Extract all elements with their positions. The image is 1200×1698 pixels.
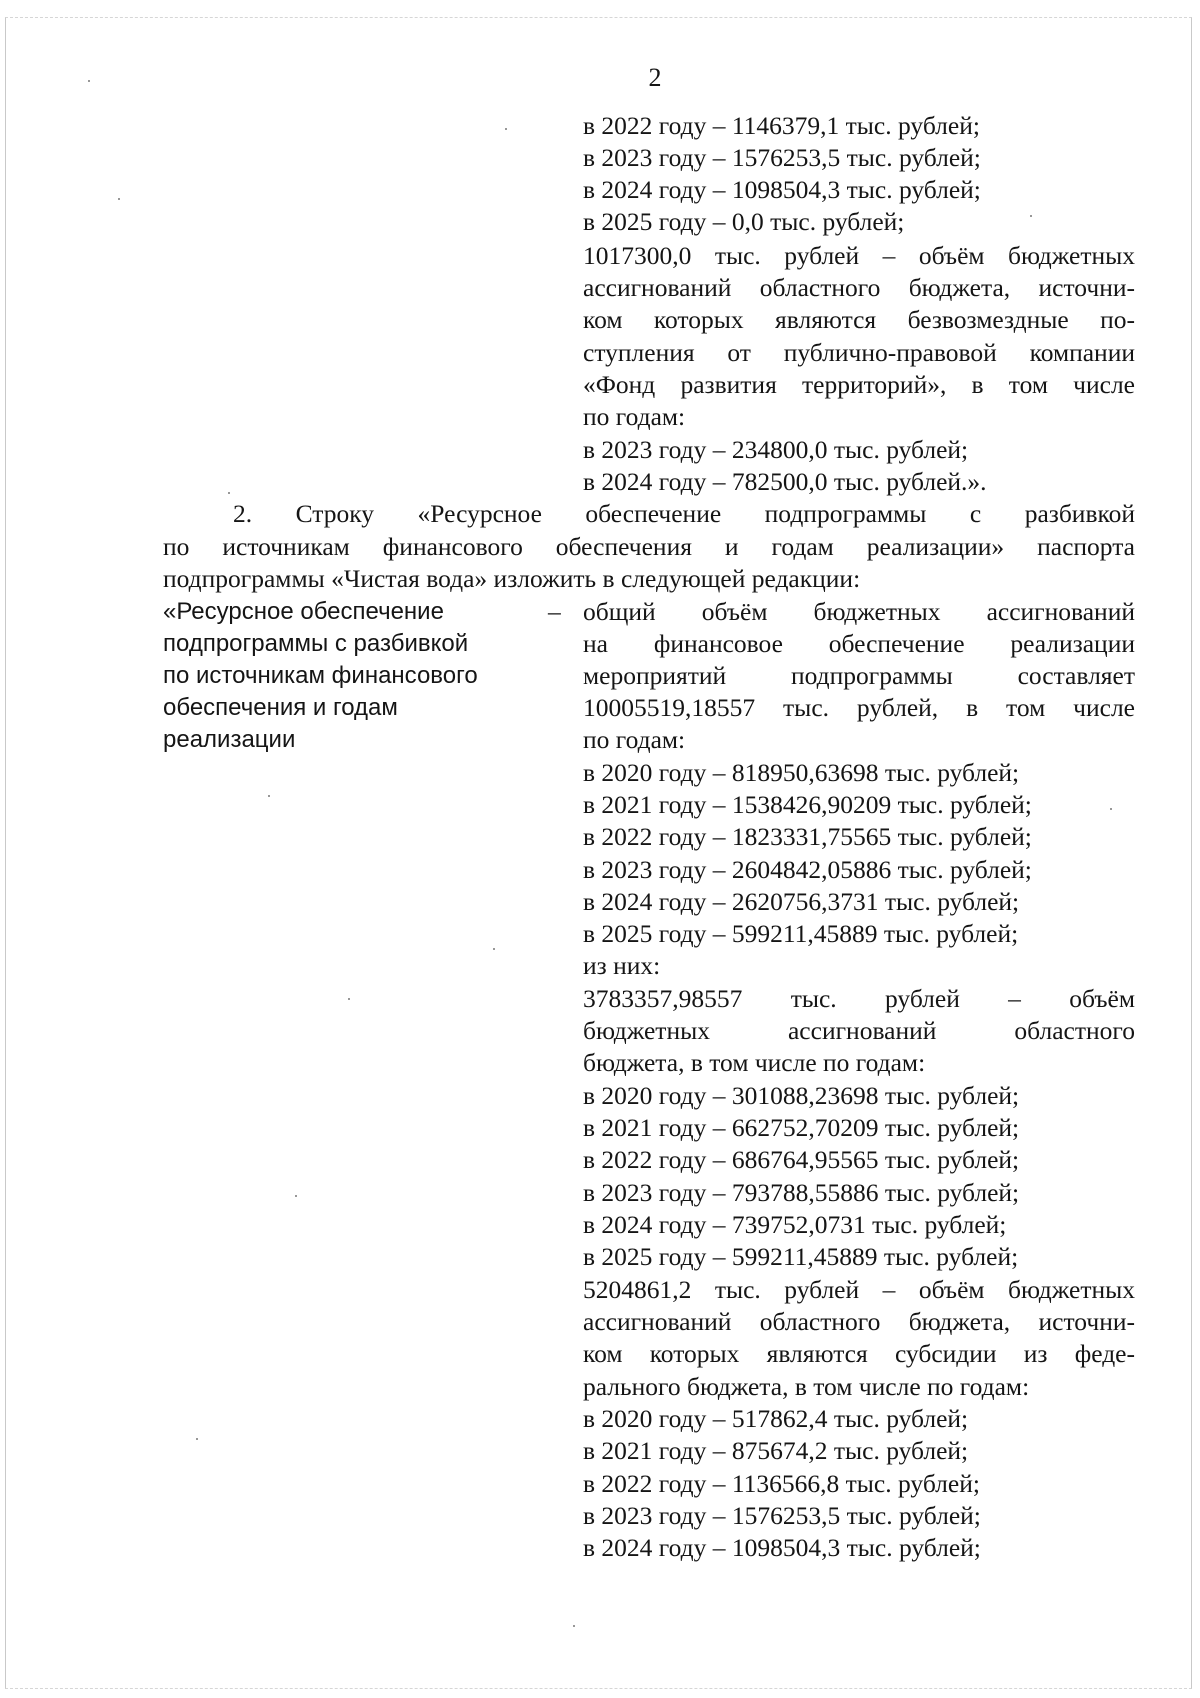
funding-line: ассигнований областного бюджета, источни- <box>583 273 1135 302</box>
row-content-line: в 2022 году – 686764,95565 тыс. рублей; <box>583 1145 1020 1174</box>
row-label-line: «Ресурсное обеспечение <box>163 598 444 625</box>
row-content-line: ассигнований областного бюджета, источни- <box>583 1307 1135 1336</box>
row-content-line: в 2023 году – 1576253,5 тыс. рублей; <box>583 1501 981 1530</box>
row-label-line: по источникам финансового <box>163 662 478 689</box>
funding-line: в 2024 году – 782500,0 тыс. рублей.». <box>583 467 987 496</box>
funding-line: по годам: <box>583 402 686 431</box>
row-content-line: в 2020 году – 517862,4 тыс. рублей; <box>583 1404 969 1433</box>
row-content-line: бюджетных ассигнований областного <box>583 1016 1135 1045</box>
row-content-line: в 2025 году – 599211,45889 тыс. рублей; <box>583 1242 1019 1271</box>
row-content-line: 5204861,2 тыс. рублей – объём бюджетных <box>583 1275 1135 1304</box>
row-content-line: на финансовое обеспечение реализации <box>583 629 1135 658</box>
row-content-line: рального бюджета, в том числе по годам: <box>583 1372 1030 1401</box>
row-content-line: в 2023 году – 2604842,05886 тыс. рублей; <box>583 855 1032 884</box>
row-content-line: бюджета, в том числе по годам: <box>583 1048 926 1077</box>
row-content-line: в 2024 году – 1098504,3 тыс. рублей; <box>583 1533 981 1562</box>
funding-line: в 2025 году – 0,0 тыс. рублей; <box>583 207 905 236</box>
row-content-line: в 2020 году – 301088,23698 тыс. рублей; <box>583 1081 1020 1110</box>
paragraph-line: 2. Строку «Ресурсное обеспечение подпрограммы с разбивкой <box>233 499 1135 528</box>
scan-speck <box>196 1438 198 1440</box>
row-content-line: ком которых являются субсидии из феде- <box>583 1339 1135 1368</box>
scan-speck <box>118 198 120 200</box>
row-content-line: 10005519,18557 тыс. рублей, в том числе <box>583 693 1135 722</box>
scan-speck <box>268 795 270 797</box>
funding-line: ступления от публично-правовой компании <box>583 338 1135 367</box>
row-label-line: подпрограммы с разбивкой <box>163 630 469 657</box>
funding-line: ком которых являются безвозмездные по- <box>583 305 1135 334</box>
row-content-line: в 2022 году – 1136566,8 тыс. рублей; <box>583 1469 980 1498</box>
row-content-line: 3783357,98557 тыс. рублей – объём <box>583 984 1135 1013</box>
scan-speck <box>505 128 507 130</box>
row-content-line: общий объём бюджетных ассигнований <box>583 597 1135 626</box>
row-content-line: в 2021 году – 662752,70209 тыс. рублей; <box>583 1113 1020 1142</box>
row-content-line: в 2021 году – 875674,2 тыс. рублей; <box>583 1436 969 1465</box>
funding-line: в 2023 году – 1576253,5 тыс. рублей; <box>583 143 981 172</box>
row-content-line: из них: <box>583 951 661 980</box>
funding-line: «Фонд развития территорий», в том числе <box>583 370 1135 399</box>
row-content-line: в 2024 году – 2620756,3731 тыс. рублей; <box>583 887 1020 916</box>
row-dash: – <box>548 597 561 626</box>
funding-line: в 2022 году – 1146379,1 тыс. рублей; <box>583 111 980 140</box>
paragraph-line: по источникам финансового обеспечения и годам реализации» паспорта <box>163 532 1135 561</box>
paragraph-line: подпрограммы «Чистая вода» изложить в следующей редакции: <box>163 564 861 593</box>
funding-line: в 2023 году – 234800,0 тыс. рублей; <box>583 435 969 464</box>
scan-speck <box>228 492 230 494</box>
scan-speck <box>348 998 350 1000</box>
row-content-line: в 2021 году – 1538426,90209 тыс. рублей; <box>583 790 1032 819</box>
scan-speck <box>573 1625 575 1627</box>
row-content-line: в 2022 году – 1823331,75565 тыс. рублей; <box>583 822 1032 851</box>
row-content-line: по годам: <box>583 725 686 754</box>
row-label-line: реализации <box>163 726 296 753</box>
scan-speck <box>88 80 90 82</box>
row-content-line: в 2020 году – 818950,63698 тыс. рублей; <box>583 758 1020 787</box>
page-number: 2 <box>648 63 662 92</box>
row-content-line: в 2024 году – 739752,0731 тыс. рублей; <box>583 1210 1007 1239</box>
funding-line: 1017300,0 тыс. рублей – объём бюджетных <box>583 241 1135 270</box>
scan-speck <box>493 948 495 950</box>
row-content-line: мероприятий подпрограммы составляет <box>583 661 1135 690</box>
row-label-line: обеспечения и годам <box>163 694 398 721</box>
row-content-line: в 2025 году – 599211,45889 тыс. рублей; <box>583 919 1019 948</box>
row-content-line: в 2023 году – 793788,55886 тыс. рублей; <box>583 1178 1020 1207</box>
funding-line: в 2024 году – 1098504,3 тыс. рублей; <box>583 175 981 204</box>
scan-speck <box>295 1195 297 1197</box>
